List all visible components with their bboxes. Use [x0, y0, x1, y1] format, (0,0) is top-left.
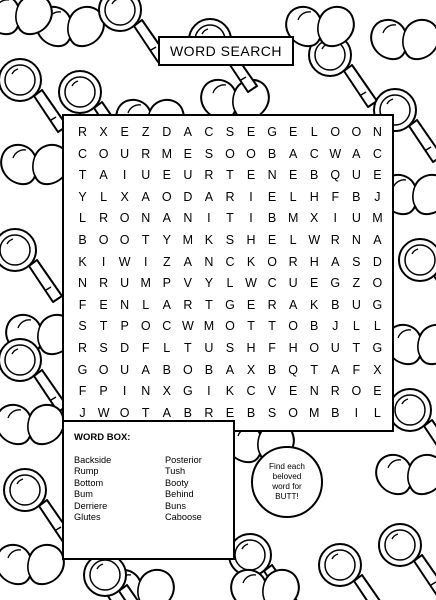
grid-letter[interactable]: U: [183, 168, 193, 183]
grid-letter[interactable]: A: [225, 362, 235, 377]
grid-letter[interactable]: G: [372, 341, 383, 355]
grid-letter[interactable]: J: [332, 319, 339, 334]
grid-letter[interactable]: T: [268, 319, 276, 334]
grid-letter[interactable]: M: [140, 276, 151, 291]
grid-letter[interactable]: W: [181, 319, 194, 334]
grid-letter[interactable]: W: [97, 405, 110, 420]
grid-letter[interactable]: U: [351, 297, 361, 312]
grid-letter[interactable]: O: [309, 341, 320, 355]
grid-letter[interactable]: R: [204, 168, 214, 183]
grid-row: [72, 338, 388, 358]
grid-letter[interactable]: C: [78, 146, 88, 161]
word-list-item: Bum: [74, 489, 93, 500]
grid-letter[interactable]: Z: [141, 125, 150, 139]
grid-letter[interactable]: F: [352, 362, 361, 377]
grid-letter[interactable]: E: [246, 125, 256, 139]
grid-letter[interactable]: X: [373, 362, 382, 377]
grid-letter[interactable]: U: [120, 146, 130, 161]
grid-letter[interactable]: O: [98, 146, 109, 161]
grid-letter[interactable]: F: [141, 341, 150, 355]
grid-letter[interactable]: A: [352, 146, 361, 161]
grid-letter[interactable]: B: [162, 362, 171, 377]
word-list-item: Derriere: [74, 500, 108, 511]
grid-letter[interactable]: R: [330, 233, 340, 247]
grid-letter[interactable]: N: [120, 297, 130, 312]
grid-letter[interactable]: B: [246, 405, 256, 420]
grid-letter[interactable]: S: [225, 125, 235, 139]
grid-letter[interactable]: Y: [204, 276, 214, 291]
grid-letter[interactable]: U: [351, 168, 361, 183]
grid-letter[interactable]: E: [99, 297, 108, 312]
grid-letter[interactable]: N: [183, 211, 193, 226]
hint-bubble: [251, 446, 323, 518]
grid-letter[interactable]: F: [331, 189, 340, 204]
grid-letter[interactable]: O: [372, 276, 383, 291]
grid-letter[interactable]: B: [267, 362, 277, 377]
grid-letter[interactable]: D: [183, 189, 193, 204]
grid-letter[interactable]: D: [162, 125, 172, 139]
grid-letter[interactable]: L: [289, 189, 297, 204]
grid-letter[interactable]: A: [373, 233, 382, 247]
grid-letter[interactable]: E: [225, 405, 235, 420]
grid-letter[interactable]: A: [141, 362, 150, 377]
grid-letter[interactable]: L: [289, 233, 297, 247]
grid-letter[interactable]: T: [99, 319, 108, 334]
grid-letter[interactable]: U: [288, 276, 298, 291]
grid-letter[interactable]: A: [162, 211, 171, 226]
grid-letter[interactable]: T: [226, 211, 234, 226]
grid-letter[interactable]: W: [329, 146, 342, 161]
grid-letter[interactable]: E: [373, 384, 382, 399]
grid-letter[interactable]: U: [330, 341, 340, 355]
grid-letter[interactable]: B: [331, 405, 340, 420]
grid-letter[interactable]: Y: [162, 233, 171, 247]
grid-letter[interactable]: C: [204, 125, 214, 139]
grid-letter[interactable]: A: [162, 297, 171, 312]
grid-letter[interactable]: L: [79, 211, 86, 226]
grid-letter[interactable]: I: [207, 211, 211, 226]
grid-letter[interactable]: S: [99, 341, 108, 355]
grid-letter[interactable]: V: [267, 384, 277, 399]
grid-letter[interactable]: U: [204, 341, 214, 355]
grid-letter[interactable]: R: [330, 384, 340, 399]
grid-letter[interactable]: B: [183, 405, 193, 420]
word-list-item: Glutes: [74, 512, 101, 523]
grid-letter[interactable]: I: [101, 254, 106, 269]
grid-letter[interactable]: E: [310, 276, 319, 291]
grid-letter[interactable]: X: [99, 125, 108, 139]
grid-letter[interactable]: Q: [330, 168, 341, 183]
grid-letter[interactable]: B: [267, 211, 277, 226]
grid-letter[interactable]: R: [99, 276, 109, 291]
grid-letter[interactable]: O: [288, 405, 299, 420]
grid-letter[interactable]: O: [119, 233, 130, 247]
grid-letter[interactable]: I: [122, 384, 127, 399]
grid-letter[interactable]: R: [141, 146, 151, 161]
grid-letter[interactable]: H: [246, 233, 256, 247]
grid-letter[interactable]: T: [247, 319, 255, 334]
grid-letter[interactable]: U: [141, 168, 151, 183]
grid-letter[interactable]: Z: [352, 276, 361, 291]
hint-line: BUTT!: [275, 492, 299, 501]
grid-letter[interactable]: G: [225, 297, 235, 312]
grid-letter[interactable]: O: [225, 146, 235, 161]
grid-row: [72, 208, 388, 228]
grid-row: [72, 144, 388, 164]
hint-line: word for: [272, 482, 302, 491]
grid-letter[interactable]: A: [162, 405, 171, 420]
grid-letter[interactable]: O: [225, 319, 235, 334]
grid-letter[interactable]: F: [78, 384, 87, 399]
grid-letter[interactable]: L: [100, 189, 108, 204]
letter-grid: [62, 114, 394, 432]
grid-row: [72, 381, 388, 401]
grid-letter[interactable]: I: [143, 254, 148, 269]
grid-letter[interactable]: X: [310, 211, 319, 226]
word-list-item: Backside: [74, 455, 112, 465]
grid-letter[interactable]: A: [288, 297, 298, 312]
grid-letter[interactable]: M: [372, 211, 383, 226]
grid-letter[interactable]: U: [351, 211, 361, 226]
grid-letter[interactable]: E: [288, 125, 298, 139]
grid-letter[interactable]: A: [204, 189, 214, 204]
grid-letter[interactable]: R: [225, 189, 235, 204]
grid-letter[interactable]: Z: [162, 254, 171, 269]
grid-letter[interactable]: M: [309, 405, 320, 420]
grid-row: [72, 252, 388, 272]
grid-letter[interactable]: R: [267, 297, 277, 312]
grid-letter[interactable]: Y: [78, 189, 87, 204]
grid-letter[interactable]: O: [288, 319, 299, 334]
grid-letter[interactable]: V: [183, 276, 193, 291]
grid-letter[interactable]: L: [142, 297, 150, 312]
hint-line: Find each: [269, 462, 305, 471]
grid-letter[interactable]: O: [267, 254, 277, 269]
grid-letter[interactable]: O: [182, 362, 193, 377]
grid-letter[interactable]: K: [204, 233, 214, 247]
word-list-item: Bottom: [74, 477, 104, 488]
grid-letter[interactable]: P: [120, 319, 129, 334]
grid-letter[interactable]: I: [122, 168, 127, 183]
grid-letter[interactable]: L: [352, 319, 360, 334]
grid-letter[interactable]: G: [330, 276, 341, 291]
grid-letter[interactable]: D: [120, 341, 130, 355]
word-list-item: Rump: [74, 466, 99, 477]
grid-row: [72, 230, 388, 250]
grid-letter[interactable]: E: [288, 384, 298, 399]
grid-letter[interactable]: B: [204, 362, 214, 377]
grid-letter[interactable]: W: [245, 276, 257, 291]
grid-letter[interactable]: I: [333, 211, 338, 226]
grid-letter[interactable]: H: [309, 254, 319, 269]
word-list-item: Booty: [165, 477, 189, 488]
grid-letter[interactable]: O: [161, 189, 172, 204]
grid-letter[interactable]: A: [331, 362, 340, 377]
grid-letter[interactable]: T: [141, 405, 150, 420]
grid-letter[interactable]: E: [373, 168, 382, 183]
grid-letter[interactable]: E: [246, 168, 256, 183]
grid-letter[interactable]: C: [225, 254, 235, 269]
grid-letter[interactable]: N: [78, 276, 88, 291]
word-list-item: Posterior: [165, 455, 202, 465]
grid-letter[interactable]: C: [246, 384, 256, 399]
grid-letter[interactable]: S: [225, 233, 235, 247]
grid-letter[interactable]: X: [162, 384, 171, 399]
grid-letter[interactable]: Q: [288, 362, 299, 377]
grid-letter[interactable]: K: [246, 254, 256, 269]
grid-letter[interactable]: E: [120, 125, 129, 139]
grid-letter[interactable]: W: [118, 254, 131, 269]
grid-row: [72, 295, 388, 315]
grid-letter[interactable]: N: [309, 384, 319, 399]
word-list-item: Caboose: [165, 512, 202, 523]
grid-letter[interactable]: T: [141, 233, 150, 247]
grid-letter[interactable]: J: [79, 405, 86, 420]
grid-letter[interactable]: E: [162, 168, 171, 183]
grid-row: [72, 187, 388, 207]
grid-letter[interactable]: T: [184, 341, 192, 355]
grid-letter[interactable]: G: [267, 125, 277, 139]
grid-letter[interactable]: O: [98, 233, 109, 247]
grid-letter[interactable]: U: [120, 276, 130, 291]
word-list-item: Tush: [165, 466, 186, 477]
grid-letter[interactable]: A: [141, 189, 150, 204]
grid-letter[interactable]: S: [204, 146, 214, 161]
grid-letter[interactable]: E: [183, 146, 193, 161]
grid-letter[interactable]: F: [78, 297, 87, 312]
grid-letter[interactable]: L: [310, 125, 318, 139]
grid-letter[interactable]: O: [246, 146, 256, 161]
grid-letter[interactable]: N: [351, 233, 361, 247]
grid-letter[interactable]: T: [352, 341, 361, 355]
grid-letter[interactable]: O: [98, 362, 109, 377]
grid-row: [72, 165, 388, 185]
grid-letter[interactable]: O: [119, 405, 130, 420]
grid-letter[interactable]: G: [77, 362, 88, 377]
grid-row: [72, 360, 388, 380]
grid-letter[interactable]: L: [163, 341, 171, 355]
grid-letter[interactable]: T: [226, 168, 234, 183]
grid-letter[interactable]: G: [372, 297, 383, 312]
grid-letter[interactable]: A: [99, 168, 108, 183]
grid-letter[interactable]: A: [331, 254, 340, 269]
grid-letter[interactable]: R: [288, 254, 298, 269]
grid-letter[interactable]: I: [249, 211, 253, 226]
grid-letter[interactable]: S: [267, 405, 277, 420]
grid-letter[interactable]: D: [372, 254, 382, 269]
grid-letter[interactable]: E: [267, 233, 277, 247]
grid-letter[interactable]: R: [78, 125, 88, 139]
grid-letter[interactable]: C: [267, 276, 277, 291]
grid-letter[interactable]: T: [205, 297, 213, 312]
grid-letter[interactable]: M: [203, 319, 215, 334]
grid-letter[interactable]: B: [267, 146, 277, 161]
grid-letter[interactable]: R: [99, 211, 109, 226]
grid-letter[interactable]: R: [204, 405, 214, 420]
grid-letter[interactable]: T: [78, 168, 87, 183]
grid-letter[interactable]: F: [268, 341, 276, 355]
grid-letter[interactable]: K: [310, 297, 319, 312]
grid-letter[interactable]: E: [288, 168, 298, 183]
grid-letter[interactable]: X: [120, 189, 129, 204]
grid-letter[interactable]: W: [308, 233, 321, 247]
page-title: WORD SEARCH: [158, 36, 294, 66]
grid-letter[interactable]: N: [204, 254, 214, 269]
grid-row: [72, 273, 388, 293]
grid-letter[interactable]: B: [78, 233, 87, 247]
grid-letter[interactable]: X: [246, 362, 256, 377]
grid-letter[interactable]: A: [288, 146, 298, 161]
grid-letter[interactable]: I: [249, 189, 253, 204]
grid-letter[interactable]: S: [352, 254, 361, 269]
word-box: [62, 420, 235, 560]
grid-letter[interactable]: A: [183, 125, 193, 139]
grid-letter[interactable]: A: [183, 254, 193, 269]
grid-letter[interactable]: N: [372, 125, 382, 139]
grid-letter[interactable]: S: [225, 341, 235, 355]
grid-letter[interactable]: H: [246, 341, 256, 355]
grid-letter[interactable]: L: [373, 405, 381, 420]
grid-letter[interactable]: O: [119, 211, 130, 226]
word-list-column-2: [165, 455, 202, 523]
grid-letter[interactable]: N: [141, 211, 151, 226]
grid-letter[interactable]: H: [288, 341, 298, 355]
hint-line: beloved: [272, 472, 302, 481]
grid-letter[interactable]: N: [267, 168, 277, 183]
grid-letter[interactable]: K: [78, 254, 87, 269]
grid-letter[interactable]: B: [331, 297, 340, 312]
grid-letter[interactable]: C: [309, 146, 319, 161]
grid-letter[interactable]: C: [162, 319, 172, 334]
grid-letter[interactable]: B: [310, 168, 319, 183]
grid-letter[interactable]: E: [246, 297, 256, 312]
grid-letter[interactable]: O: [140, 319, 151, 334]
grid-letter[interactable]: I: [354, 405, 359, 420]
grid-letter[interactable]: U: [120, 362, 130, 377]
grid-letter[interactable]: O: [351, 125, 362, 139]
grid-letter[interactable]: M: [161, 146, 172, 161]
grid-letter[interactable]: L: [373, 319, 381, 334]
word-box-title: WORD BOX:: [74, 432, 131, 443]
grid-letter[interactable]: O: [330, 125, 341, 139]
grid-letter[interactable]: M: [182, 233, 194, 247]
grid-letter[interactable]: E: [267, 189, 277, 204]
grid-letter[interactable]: B: [352, 189, 361, 204]
grid-letter[interactable]: R: [183, 297, 193, 312]
grid-letter[interactable]: P: [99, 384, 108, 399]
word-list-item: Behind: [165, 489, 194, 500]
grid-letter[interactable]: O: [351, 384, 362, 399]
grid-letter[interactable]: T: [310, 362, 319, 377]
grid-letter[interactable]: J: [374, 189, 381, 204]
grid-letter[interactable]: M: [287, 211, 299, 226]
grid-letter[interactable]: P: [162, 276, 171, 291]
grid-letter[interactable]: H: [309, 189, 319, 204]
grid-letter[interactable]: B: [310, 319, 319, 334]
grid-letter[interactable]: G: [182, 384, 193, 399]
grid-letter[interactable]: R: [78, 341, 88, 355]
grid-letter[interactable]: C: [372, 146, 382, 161]
grid-letter[interactable]: K: [225, 384, 235, 399]
grid-letter[interactable]: S: [78, 319, 87, 334]
word-list-item: Buns: [165, 500, 186, 511]
grid-row: [72, 316, 388, 336]
word-list-column-1: [74, 455, 111, 523]
grid-row: [72, 122, 388, 142]
grid-letter[interactable]: I: [207, 384, 211, 399]
grid-letter[interactable]: N: [141, 384, 151, 399]
grid-letter[interactable]: L: [226, 276, 234, 291]
